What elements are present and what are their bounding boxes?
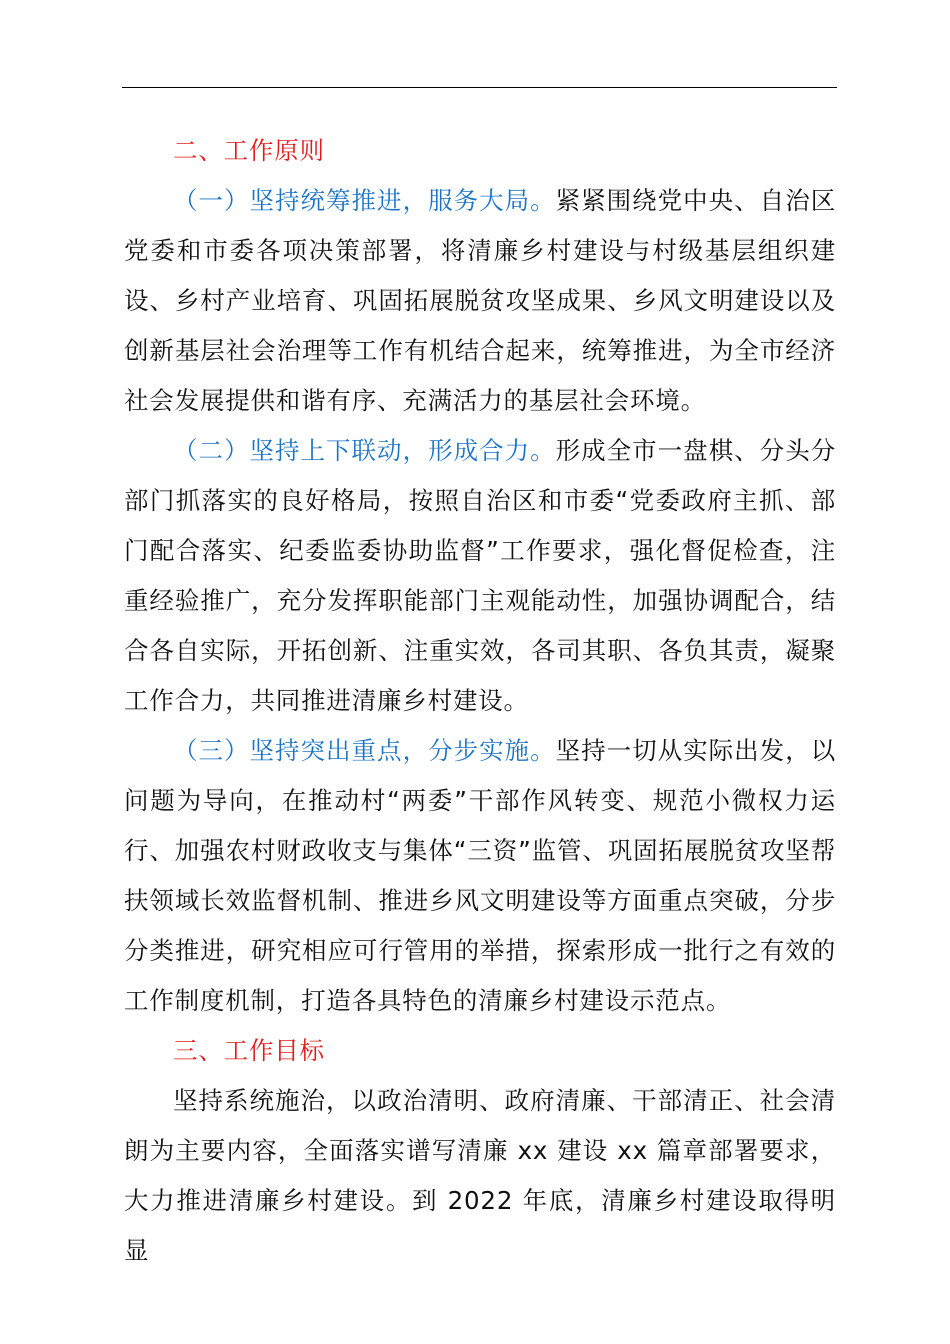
section-heading-goals: 三、工作目标 bbox=[173, 1036, 325, 1065]
principle-paragraph-1 bbox=[124, 176, 836, 426]
principle-title-3: （三）坚持突出重点，分步实施。 bbox=[173, 736, 556, 765]
document-body bbox=[124, 126, 836, 1276]
header-rule bbox=[122, 87, 837, 88]
principle-paragraph-3 bbox=[124, 726, 836, 1026]
section-heading-principles: 二、工作原则 bbox=[173, 136, 325, 165]
principle-paragraph-2 bbox=[124, 426, 836, 726]
principle-title-1: （一）坚持统筹推进，服务大局。 bbox=[173, 186, 556, 215]
goals-paragraph: 坚持系统施治，以政治清明、政府清廉、干部清正、社会清朗为主要内容，全面落实谱写清廉 xx 建设 xx 篇章部署要求，大力推进清廉乡村建设。到 2022 年底，清廉乡村建设取得明显 bbox=[124, 1086, 836, 1265]
principle-body-1: 紧紧围绕党中央、自治区党委和市委各项决策部署，将清廉乡村建设与村级基层组织建设、乡村产业培育、巩固拓展脱贫攻坚成果、乡风文明建设以及创新基层社会治理等工作有机结合起来，统筹推进，为全市经济社会发展提供和谐有序、充满活力的基层社会环境。 bbox=[124, 186, 836, 415]
principle-title-2: （二）坚持上下联动，形成合力。 bbox=[173, 436, 556, 465]
principle-body-3: 坚持一切从实际出发，以问题为导向，在推动村“两委”干部作风转变、规范小微权力运行、加强农村财政收支与集体“三资”监管、巩固拓展脱贫攻坚帮扶领域长效监督机制、推进乡风文明建设等方面重点突破，分步分类推进，研究相应可行管用的举措，探索形成一批行之有效的工作制度机制，打造各具特色的清廉乡村建设示范点。 bbox=[124, 736, 836, 1015]
principle-body-2: 形成全市一盘棋、分头分部门抓落实的良好格局，按照自治区和市委“党委政府主抓、部门配合落实、纪委监委协助监督”工作要求，强化督促检查，注重经验推广，充分发挥职能部门主观能动性，加强协调配合，结合各自实际，开拓创新、注重实效，各司其职、各负其责，凝聚工作合力，共同推进清廉乡村建设。 bbox=[124, 436, 836, 715]
